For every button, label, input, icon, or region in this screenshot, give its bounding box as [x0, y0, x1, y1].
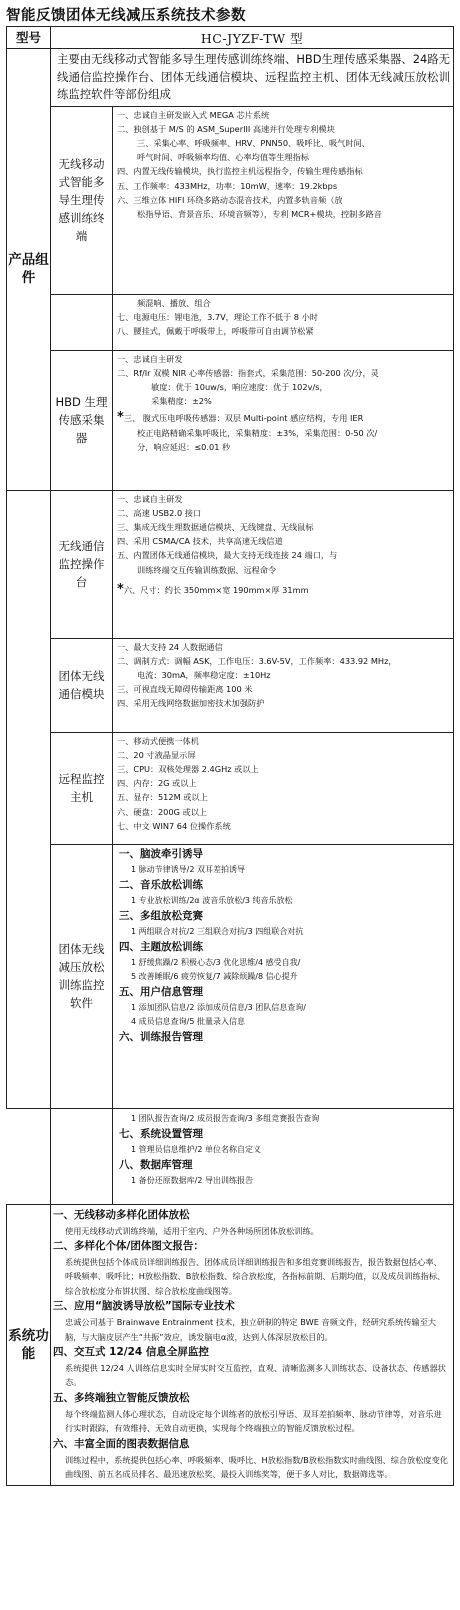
spec-line: 电流：30mA，频率稳定度：±10Hz: [137, 669, 271, 680]
spec-line: 三、CPU：双核处理器 2.4GHz 或以上: [117, 763, 259, 774]
feature-text: 系统提供包括个体成员详细训练报告、团体成员详细训练报告和多组竞赛训练报告，报告数据包括心率、呼吸频率、吸呼比；H放松指数、B放松指数、综合放松度，各指标前期、后期均值，以及成员训练指标、综合放松度分布饼状图、综合放松度曲线图等。: [65, 1256, 446, 1296]
feature-text: 使用无线移动式训练终端，适用于室内、户外各种场所团体放松训练。: [65, 1225, 319, 1236]
spec-line: 七、中文 WIN7 64 位操作系统: [117, 820, 231, 831]
system-category: 系统功能: [7, 1204, 51, 1486]
section-heading: 四、主题放松训练: [119, 940, 203, 953]
section-heading: 八、数据库管理: [119, 1158, 193, 1171]
feature-text: 训练过程中，系统提供包括心率、呼吸频率、吸呼比、H放松指数/B放松指数实时曲线图、综合放松度变化曲线图、前五名成员排名、最迅速放松奖、最投入训练奖等，便于多人对比，数据筛选等。: [65, 1454, 448, 1479]
feature-heading: 六、丰富全面的图表数据信息: [53, 1437, 190, 1450]
system-features: [51, 1204, 454, 1486]
terminal-specs: [113, 106, 454, 294]
spec-text: 六、尺寸：约长 350mm×宽 190mm×厚 31mm: [123, 584, 309, 595]
blank-cell: [51, 1108, 113, 1204]
section-heading: 五、用户信息管理: [119, 985, 203, 998]
feature-text: 系统提供 12/24 人训练信息实时全屏实时交互监控，直观、清晰监测多人训练状态、设备状态、传感器状态。: [65, 1362, 446, 1388]
module-name: 团体无线通信模块: [51, 638, 113, 732]
model-value: HC-JYZF-TW 型: [51, 27, 454, 49]
station-specs: [113, 490, 454, 638]
spec-line: 松指导语、背景音乐、环境音频等），专利 MCR+模块，控制多路音: [137, 208, 382, 219]
hbd-specs: [113, 350, 454, 490]
section-heading: 三、多组放松竞赛: [119, 909, 203, 922]
spec-line: 五、显存：512M 或以上: [117, 792, 208, 803]
host-name: 远程监控主机: [51, 732, 113, 844]
spec-line: 六、三维立体 HIFI 环绕多路动态混音技术，内置多轨音频（放: [117, 194, 343, 205]
spec-line: 分，响应延迟：≤0.01 秒: [137, 441, 231, 452]
spec-line: 三、集成无线生理数据通信模块、无线键盘、无线鼠标: [117, 521, 314, 532]
station-name: 无线通信监控操作台: [51, 490, 113, 638]
spec-line: 七、电源电压：锂电池，3.7V，理论工作不低于 8 小时: [117, 311, 318, 322]
spec-table: [6, 26, 454, 1486]
section-line: 1 团队报告查询/2 成员报告查询/3 多组竞赛报告查询: [131, 1113, 320, 1123]
spec-line: 五、内置团体无线通信模块，最大支持无线连接 24 端口，与: [117, 550, 338, 561]
spec-line: 三、可视直线无障碍传输距离 100 米: [117, 684, 253, 695]
terminal-specs-cont: [113, 294, 454, 350]
section-line: 1 管理员信息维护/2 单位名称自定义: [131, 1144, 261, 1154]
spec-line: [117, 411, 451, 425]
spec-line: 六、硬盘：200G 或以上: [117, 806, 208, 817]
section-line: 1 添加团队信息/2 添加成员信息/3 团队信息查询/: [131, 1002, 306, 1012]
feature-heading: 五、多终端独立智能反馈放松: [53, 1391, 190, 1404]
feature-text: 每个终端监测人体心理状态，自动设定每个训练者的放松引导语、双耳差拍频率、脉动节律等，对音乐进行实时跟踪，有效维持、无效自动更换，实现每个终端独立的智能反馈放松过程。: [65, 1408, 442, 1434]
model-label: 型号: [7, 27, 51, 49]
spec-line: 二、高速 USB2.0 接口: [117, 507, 202, 518]
section-heading: 一、脑波牵引诱导: [119, 847, 203, 860]
spec-line: 频混响、播放、组合: [137, 297, 211, 308]
components-category: 产品组件: [7, 49, 51, 491]
section-heading: 六、训练报告管理: [119, 1030, 203, 1043]
document-title: 智能反馈团体无线减压系统技术参数: [6, 8, 246, 24]
spec-line: [117, 583, 451, 597]
section-line: 4 成员信息查询/5 批量录入信息: [131, 1016, 245, 1026]
blank-category: [7, 490, 51, 1108]
host-specs: [113, 732, 454, 844]
spec-line: 校正电路精确采集呼吸比，采集精度：±3%，采集范围：0-50 次/: [137, 427, 378, 438]
spec-line: 一、移动式便携一体机: [117, 735, 199, 746]
software-specs-cont: [113, 1108, 454, 1204]
feature-text: 忠诚公司基于 Brainwave Entrainment 技术，独立研制的特定 BWE 音频文件，经研究系统传输至大脑，与大脑皮层产生“共振”效应，诱发脑电α波，达到人体深层放松目的。: [65, 1317, 437, 1342]
software-specs: [113, 844, 454, 1108]
section-heading: 二、音乐放松训练: [119, 878, 203, 891]
feature-heading: 四、交互式 12/24 信息全屏监控: [53, 1345, 209, 1358]
section-line: 1 专业放松训练/2α 波音乐放松/3 纯音乐放松: [131, 895, 293, 905]
feature-heading: 三、应用“脑波诱导放松”国际专业技术: [53, 1300, 235, 1313]
feature-heading: 一、无线移动多样化团体放松: [53, 1208, 190, 1221]
spec-line: 一、忠诚自主研发: [117, 493, 183, 504]
module-specs: [113, 638, 454, 732]
software-name: 团体无线减压放松训练监控软件: [51, 844, 113, 1108]
terminal-name-cont: [51, 294, 113, 350]
star-mark: *: [117, 411, 124, 426]
spec-line: 五、工作频率：433MHz，功率：10mW，速率：19.2kbps: [117, 180, 338, 191]
spec-line: 呼气时间、呼吸频率均值、心率均值等生理指标: [137, 152, 309, 163]
spec-line: 二、20 寸液晶显示屏: [117, 749, 196, 760]
spec-line: 四、内存：2G 或以上: [117, 778, 197, 789]
section-line: 1 两组联合对抗/2 三组联合对抗/3 四组联合对抗: [131, 926, 304, 936]
spec-line: 一、最大支持 24 人数据通信: [117, 641, 223, 652]
section-heading: 七、系统设置管理: [119, 1127, 203, 1140]
spec-line: 采集精度：±2%: [151, 396, 212, 407]
spec-line: 一、忠诚自主研发嵌入式 MEGA 芯片系统: [117, 109, 270, 120]
spec-line: 敏度：优于 10uw/s，响应速度：优于 102v/s，: [151, 381, 328, 392]
hbd-name: HBD 生理传感采集器: [51, 350, 113, 490]
spec-line: 二、Rf/Ir 双模 NIR 心率传感器：指套式，采集范围：50-200 次/分，灵: [117, 367, 379, 378]
spec-line: 三、采集心率、呼吸频率、HRV、PNN50、吸呼比、吸气时间、: [137, 137, 370, 148]
spec-line: 二、调制方式：调幅 ASK，工作电压：3.6V-5V，工作频率：433.92 MHz，: [117, 655, 397, 666]
section-line: 5 改善睡眠/6 疲劳恢复/7 减除烦躁/8 信心提升: [131, 971, 298, 981]
spec-line: 一、忠诚自主研发: [117, 353, 183, 364]
spec-text: 三、 腹式压电呼吸传感器：双层 Multi-point 感应结构，专用 IER: [123, 413, 364, 424]
spec-line: 训练终端交互传输训练数据、远程命令: [137, 564, 277, 575]
section-line: 1 备份还原数据库/2 导出训练报告: [131, 1175, 253, 1185]
section-line: 1 脉动节律诱导/2 双耳差拍诱导: [131, 864, 245, 874]
blank-cell: [7, 1108, 51, 1204]
spec-line: 四、采用无线网络数据加密技术加强防护: [117, 698, 265, 709]
spec-line: 八、腰挂式，佩戴于呼吸带上，呼吸带可自由调节松紧: [117, 325, 314, 336]
spec-line: 二、独创基于 M/S 的 ASM_SuperIII 高速并行处理专利模块: [117, 123, 335, 134]
section-line: 1 舒缓焦躁/2 积极心态/3 优化思维/4 感受自我/: [131, 957, 301, 967]
spec-line: 四、采用 CSMA/CA 技术，共享高速无线信道: [117, 536, 283, 547]
star-mark: *: [117, 582, 124, 597]
terminal-name: 无线移动式智能多导生理传感训练终端: [51, 106, 113, 294]
spec-line: 四、内置无线传输模块，执行监控主机远程指令，传输生理传感指标: [117, 166, 363, 177]
components-intro: 主要由无线移动式智能多导生理传感训练终端、HBD生理传感采集器、24路无线通信监控操作台、团体无线通信模块、远程监控主机、团体无线减压放松训练监控软件等部份组成: [51, 49, 454, 107]
feature-heading: 二、多样化个体/团体图文报告：: [53, 1239, 204, 1252]
